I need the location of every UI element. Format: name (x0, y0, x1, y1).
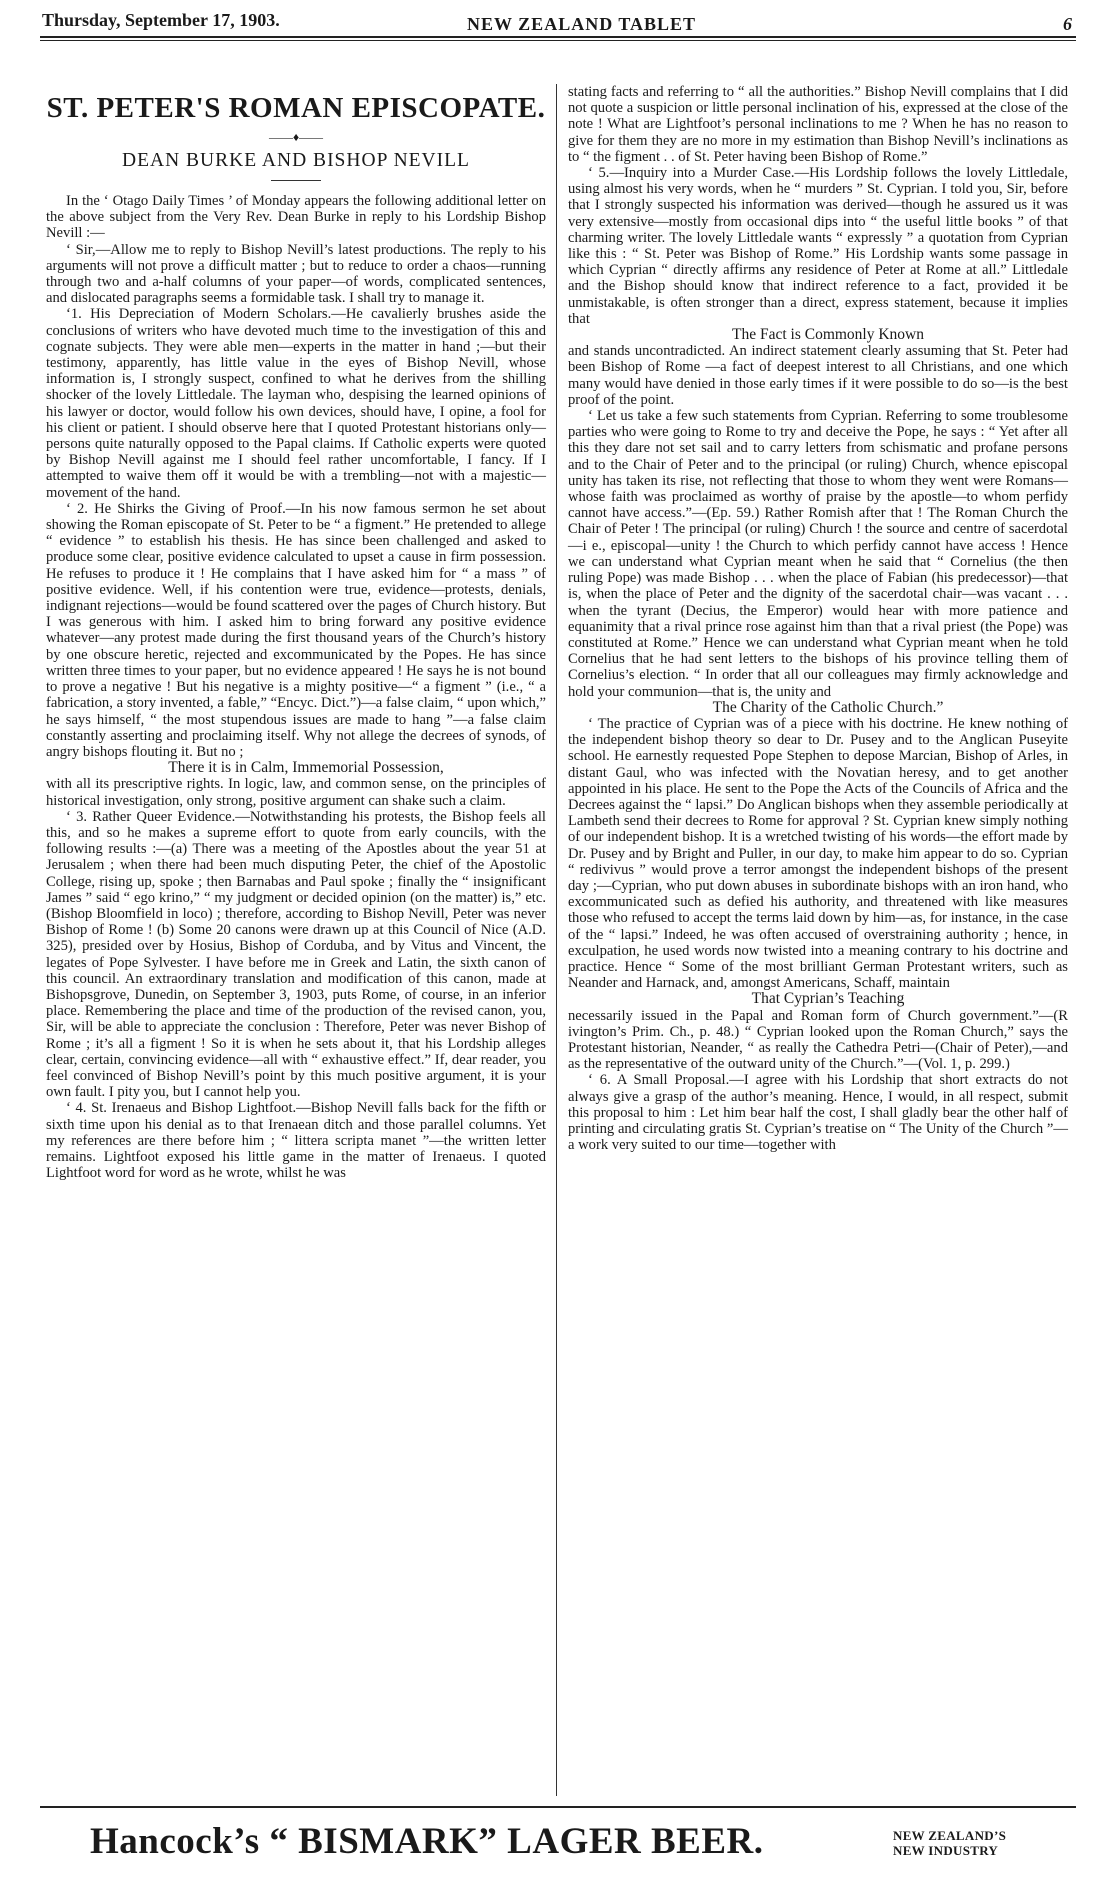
page-header (42, 8, 1072, 34)
issue-date: Thursday, September 17, 1903. (42, 10, 280, 30)
paragraph: with all its prescriptive rights. In logic, law, and common sense, on the principles of historical investigation, only strong, positive argument can shake such a claim. (46, 776, 546, 809)
paragraph: ‘ 6. A Small Proposal.—I agree with his Lordship that short extracts do not always give a grasp of the author’s meaning. Hence, I would, in all respect, submit this proposal to him : Let him bear half the cost, I shall gladly bear the other half of printing and circulating gratis St. Cyprian’s treatise on “ The Unity of the Church ”—a work very suited to our time—together with (568, 1072, 1068, 1154)
section-heading: There it is in Calm, Immemorial Possession, (168, 759, 444, 777)
right-column (568, 84, 1068, 1153)
paragraph: ‘ 5.—Inquiry into a Murder Case.—His Lordship follows the lovely Littledale, using almost his very words, when he “ murders ” St. Cyprian. I told you, Sir, before that I strongly suspected his information was derived—though he assured us it was very extensive—mostly from occasional dips into “ the useful little books ” of that charming writer. The lovely Littledale wants “ expressly ” a quotation from Cyprian like this : “ St. Peter was Bishop of Rome.” His Lordship wants some passage in which Cyprian “ directly affirms any residence of Peter at Rome at all.” Littledale and the Bishop should know that indirect reference to a fact, provided it be unmistakable, is often stronger than a direct, express statement, because it implies that (568, 165, 1068, 327)
header-rule (40, 36, 1076, 38)
paragraph: ‘ 3. Rather Queer Evidence.—Notwithstanding his protests, the Bishop feels all this, and so he makes a supreme effort to quote from early councils, with the following results :—(a) There was a meeting of the Apostles about the year 51 at Jerusalem ; when there had been much disputing Peter, the chief of the Apostolic College, rising up, spoke ; then Barnabas and Paul spoke ; finally the “ insignificant James ” said “ ego krino,” “ my judgment or decided opinion (on the matter) is,” etc. (Bishop Bloomfield in loco) ; therefore, according to Bishop Nevill, Peter was never Bishop of Rome ! (b) Some 20 canons were drawn up at this Council of Nice (A.D. 325), presided over by Hosius, Bishop of Corduba, and by Vitus and Vincent, the legates of Pope Sylvester. I have before me in Greek and Latin, the sixth canon of this council. An extraordinary translation and modification of this canon, made at Bishopsgrove, Dunedin, on September 3, 1903, puts Rome, of course, in an inferior place. Remembering the place and time of the production of the revised canon, you, Sir, will be able to appreciate the conclusion : Therefore, Peter was never Bishop of Rome ; it’s all a figment ! So it is when he sets about it, that his Lordship alleges clear, certain, convincing evidence—all with “ exhaustive effect.” If, dear reader, you feel convinced of Bishop Nevill’s point by this much positive argument, it is your own fault. I pity you, but I cannot help you. (46, 808, 546, 1101)
left-column (46, 88, 546, 1181)
paragraph: necessarily issued in the Papal and Roman form of Church government.”—(R ivington’s Prim. Ch., p. 48.) “ Cyprian looked upon the Roman Church,” says the Protestant historian, Neander, “ as really the Cathedra Petri—(Chair of Peter),—and as the representative of the outward unity of the Church.”—(Vol. 1, p. 299.) (568, 1007, 1068, 1073)
paragraph: stating facts and referring to “ all the authorities.” Bishop Nevill complains that I did not quote a suspicion or little personal inclination of his, expressed at the close of the note ! What are Lightfoot’s personal inclinations to me ? When he has no reason to give for them they are no more in my estimation than Bishop Nevill’s inclinations as to “ the figment . . of St. Peter having been Bishop of Rome.” (568, 84, 1068, 165)
column-divider (556, 84, 557, 1796)
paragraph: and stands uncontradicted. An indirect statement clearly assuming that St. Peter had been Bishop of Rome —a fact of deepest interest to all Christians, and one which many would have denied in those early times if it were possible to do so—is the best proof of the point. (568, 343, 1068, 408)
paragraph: ‘ 4. St. Irenaeus and Bishop Lightfoot.—Bishop Nevill falls back for the fifth or sixth time upon his denial as to that Irenaean ditch and those parallel columns. Yet my references are there before him ; “ littera scripta manet ”—the written letter remains. Lightfoot exposed his little game in the matter of Irenaeus. I quoted Lightfoot word for word as he wrote, whilst he was (46, 1100, 546, 1182)
paragraph: In the ‘ Otago Daily Times ’ of Monday appears the following additional letter on the above subject from the Very Rev. Dean Burke in reply to his Lordship Bishop Nevill :— (46, 193, 546, 242)
paragraph: ‘1. His Depreciation of Modern Scholars.—He cavalierly brushes aside the conclusions of writers who have devoted much time to the investigation of this and cognate subjects. They were able men—experts in the matter in hand ;—but their testimony, apparently, has little value in the eyes of Bishop Nevill, whose information is, I strongly suspect, confined to what he derives from the shilling shocker of the lovely Littledale. The layman who, despising the learned opinions of his lawyer or doctor, would follow his own devices, should have, I opine, a fool for his client or patient. I should observe here that I quoted Protestant historians only—persons quite naturally opposed to the Papal claims. If Catholic experts were quoted by Bishop Nevill against me I should feel rather uncomfortable, I fancy. If I attempted to waive them off it would be with a trembling—not with a majestic—movement of the hand. (46, 306, 546, 501)
tagline-line: NEW ZEALAND’S (893, 1828, 1007, 1843)
paragraph: ‘ Sir,—Allow me to reply to Bishop Nevill’s latest productions. The reply to his arguments will not prove a difficult matter ; but to reduce to order a chaos—running through two and a-half columns of your paper—of words, complicated sentences, and dislocated paragraphs seems a formidable task. I shall try to manage it. (46, 241, 546, 307)
paragraph: ‘ Let us take a few such statements from Cyprian. Referring to some troublesome parties who were going to Rome to try and deceive the Pope, he says : “ Yet after all this they dare not set sail and to carry letters from schismatic and profane persons and to the Chair of Peter and to the principal (or ruling) Church, whence episcopal unity has taken its rise, not reflecting that those to whom they went were Romans—whose faith was proclaimed as worthy of praise by the apostle—to whom perfidy cannot have access.”—(Ep. 59.) Rather Romish after that ! The Roman Church the Chair of Peter ! The principal (or ruling) Church ! the source and centre of sacerdotal—i e., episcopal—unity ! the Church to which perfidy cannot have access ! Hence we can understand what Cyprian meant when he said that “ Cornelius (the then ruling Pope) was made Bishop . . . when the place of Fabian (his predecessor)—that is, when the place of Peter and the dignity of the sacerdotal chair—was vacant . . . when the tyrant (Decius, the Emperor) would hear with more patience and equanimity that a rival prince rose against him than that a rival priest (the Pope) was constituted at Rome.” Hence we can understand what Cyprian meant when he told Cornelius that he had sent letters to the bishops of his province telling them of Cornelius’s election. “ In order that all our colleagues may firmly acknowledge and hold your communion—that is, the unity and (568, 408, 1068, 700)
paragraph: ‘ 2. He Shirks the Giving of Proof.—In his now famous sermon he set about showing the Roman episcopate of St. Peter to be “ a figment.” He pretended to allege “ evidence ” to establish his thesis. He has since been challenged and asked to produce some clear, positive evidence calculated to upset a cause in firm possession. He refuses to produce it ! He complains that I have asked him for “ a mass ” of positive evidence. Well, if his contention were true, evidence—protests, denials, indignant rejections—would be found scattered over the pages of Church history. But I was generous with him. I asked him to bring forward any positive evidence whatever—any protest made during the first thousand years of the Church’s history by one obscure heretic, rejected and excommunicated by the Popes. He has since written three times to your paper, but no evidence appeared ! He says he is not bound to prove a negative ! But his negative is a mighty positive—“ a figment ” (i.e., “ a fabrication, a story invented, a fable,” “Encyc. Dict.”)—a false claim, “ upon which,” he says himself, “ the most stupendous issues are made to hang ”—a false claim constantly asserting and proclaiming itself. Why not allege the decrees of synods, of angry bishops flouting it. But no ; (46, 500, 546, 760)
ornament-divider: ——♦—— (268, 130, 324, 144)
footer-rule (40, 1806, 1076, 1808)
section-heading: The Charity of the Catholic Church.” (712, 698, 944, 716)
advertisement-tagline (893, 1828, 1006, 1858)
header-rule-thin (40, 40, 1076, 41)
section-heading: The Fact is Commonly Known (731, 326, 925, 344)
paragraph: ‘ The practice of Cyprian was of a piece with his doctrine. He knew nothing of the independent bishop theory so dear to Dr. Pusey and to the Anglican Puseyite school. He earnestly requested Pope Stephen to depose Marcian, Bishop of Arles, in distant Gaul, who was infected with the Novatian heresy, and to get another appointed in his place. He sent to the Pope the Acts of the Councils of Africa and the Decrees against the “ lapsi.” Do Anglican bishops when they assemble periodically at Lambeth send their decrees to Rome for approval ? St. Cyprian knew simply nothing of our independent bishop. It is a wretched twisting of his words—the effort made by Dr. Pusey and by Bright and Puller, in our day, to make him appear to do so. Cyprian “ redivivus ” would prove a terror amongst the independent bishops of the present day ;—Cyprian, who put down abuses in subordinate bishops with an iron hand, who excommunicated such as defied his authority, and threatened with like measures those who refused to accept the terms laid down by him—as, for instance, in the case of the “ lapsi.” Indeed, he was often accused of overstraining authority ; hence, in exculpation, he used words now twisted into a meaning contrary to his doctrine and practice. Hence “ Some of the most brilliant German Protestant writers, such as Neander and Harnack, and, amongst Americans, Schaff, maintain (568, 715, 1068, 992)
advertisement-banner: Hancock’s “ BISMARK” LAGER BEER. (90, 1821, 764, 1862)
newspaper-title: NEW ZEALAND TABLET (467, 14, 697, 34)
tagline-line: NEW INDUSTRY (893, 1843, 999, 1858)
article-headline: ST. PETER'S ROMAN EPISCOPATE. (46, 92, 546, 124)
page-number: 6 (1063, 14, 1072, 34)
section-heading: That Cyprian’s Teaching (751, 990, 905, 1008)
short-rule (271, 180, 321, 181)
article-subheadline: DEAN BURKE AND BISHOP NEVILL (122, 150, 470, 171)
